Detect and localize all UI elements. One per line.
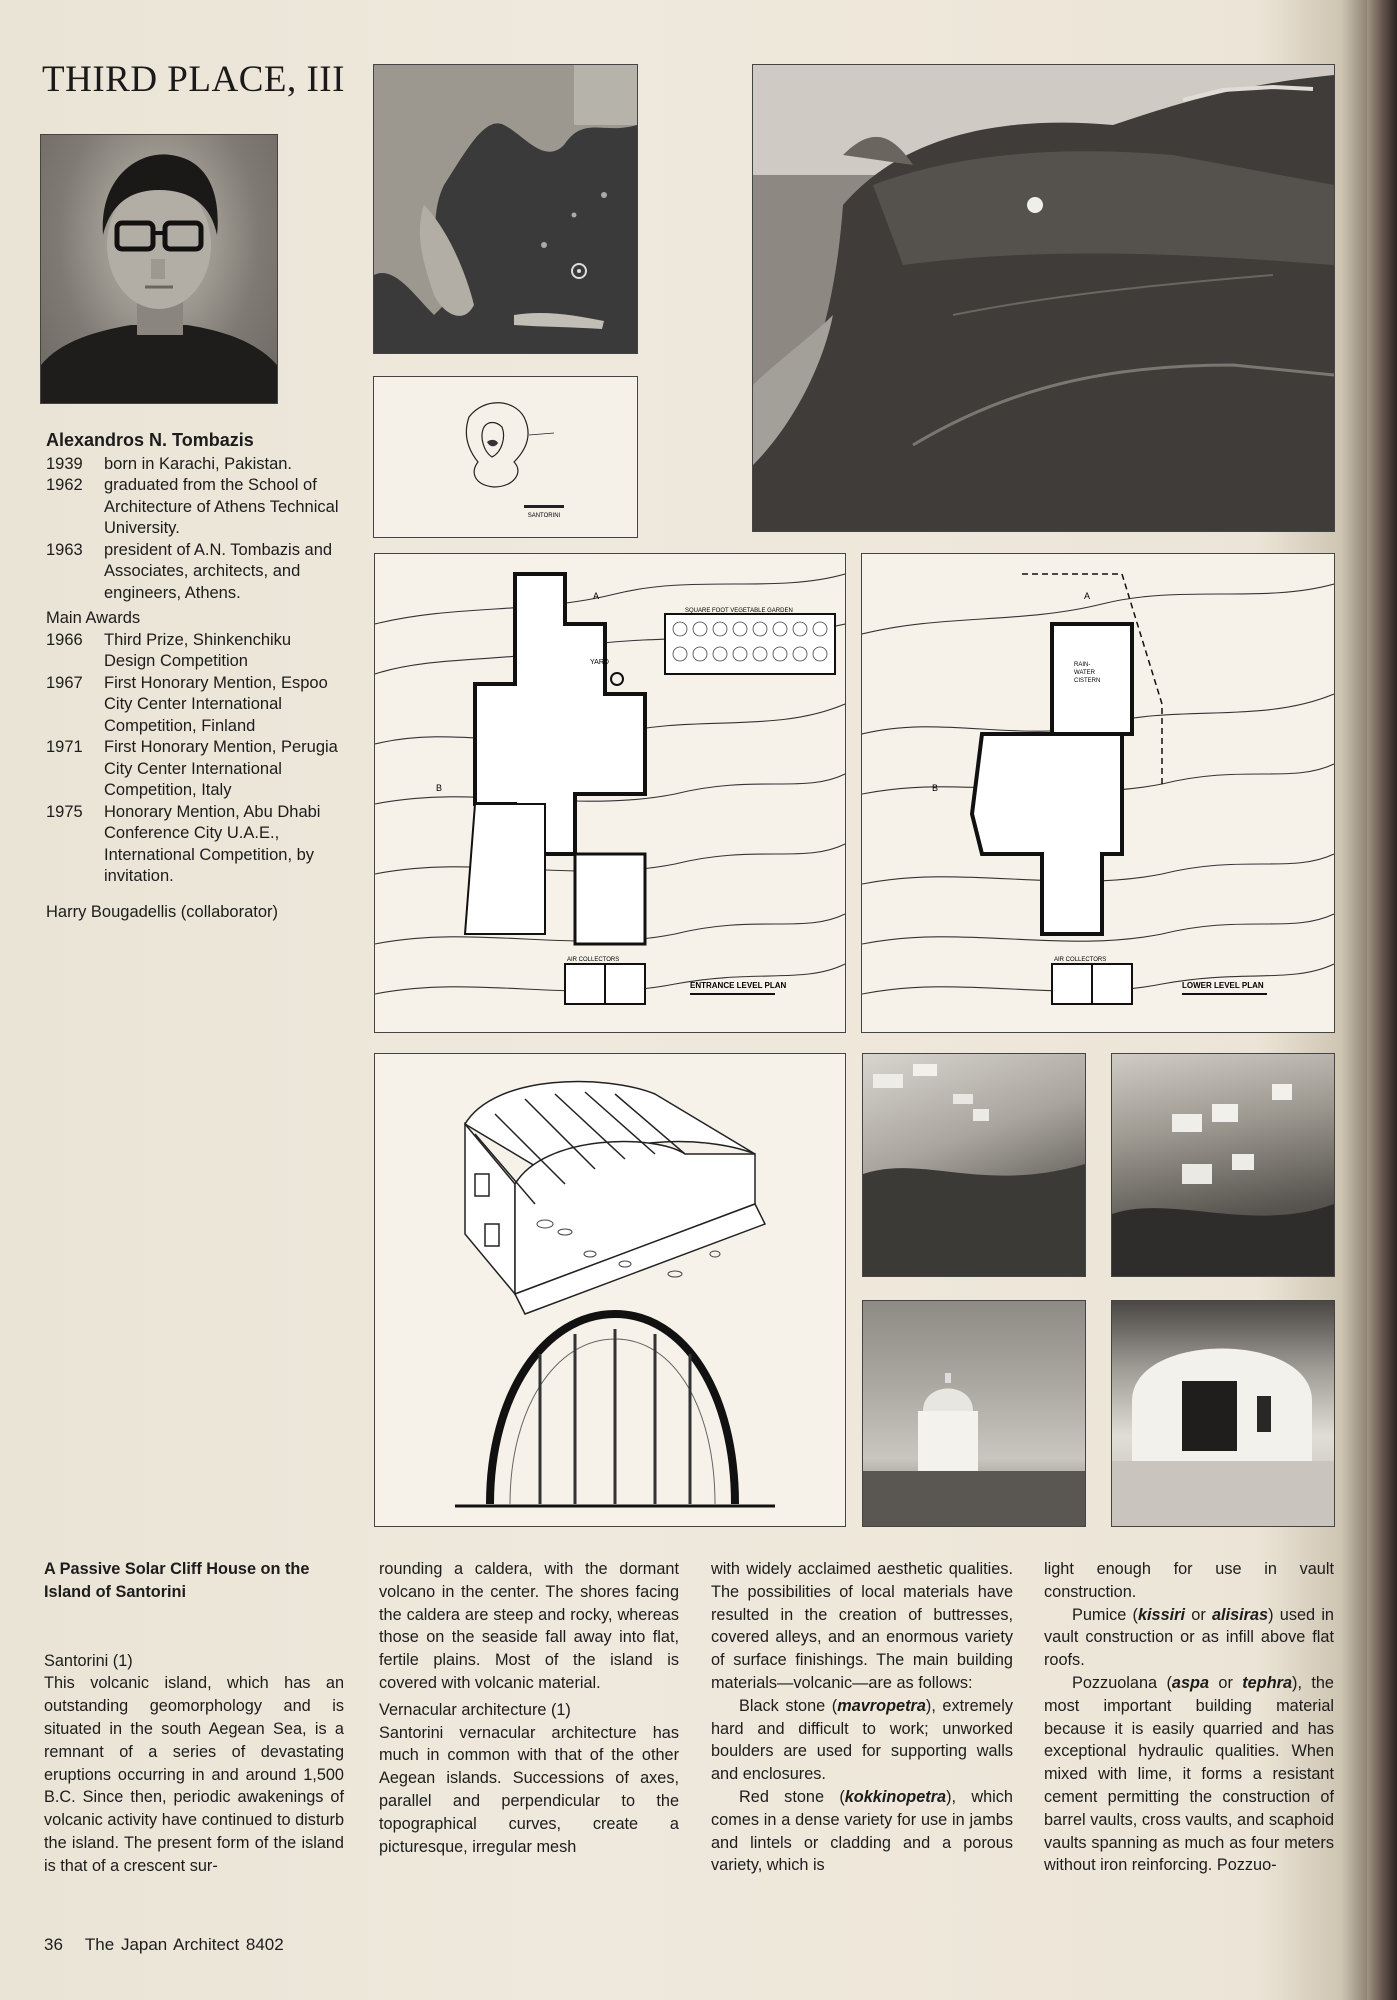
- vault-axonometric-and-section-drawing: [374, 1053, 846, 1527]
- entrance-level-plan-drawing: [374, 553, 846, 1033]
- black-stone-pre: Black stone (: [739, 1696, 838, 1715]
- village-photo-vaulted-house: [1111, 1300, 1335, 1527]
- architect-bio: [46, 430, 346, 923]
- award-year: 1971: [46, 738, 83, 756]
- village-photo-cliffside: [862, 1053, 1086, 1277]
- award-text: Third Prize, Shinkenchiku Design Competition: [104, 630, 292, 670]
- award-year: 1967: [46, 673, 83, 692]
- pumice-post: ) used in vault construction or as infill above flat roofs.: [1044, 1605, 1334, 1670]
- pumice-paragraph: [1044, 1604, 1334, 1672]
- village-photo-terraces: [1111, 1053, 1335, 1277]
- pozzuolana-mid: or: [1209, 1673, 1243, 1692]
- black-stone-post: ), extremely hard and difficult to work; unworked boulders are used for supporting walls and enclosures.: [711, 1696, 1013, 1784]
- timeline-row: [46, 540, 346, 605]
- awards-heading: Main Awards: [46, 609, 141, 627]
- page-title: THIRD PLACE, III: [42, 59, 345, 100]
- village-photo-domed-church: [862, 1300, 1086, 1527]
- red-stone-post: ), which comes in a dense variety for use in jambs and lintels or cladding and a porous variety, which is: [711, 1787, 1013, 1875]
- award-year: 1966: [46, 630, 83, 649]
- pozzuolana-pre: Pozzuolana (: [1072, 1673, 1172, 1692]
- section-b-marker: B: [932, 783, 939, 793]
- pumice-pre: Pumice (: [1072, 1605, 1138, 1624]
- lower-plan-title: LOWER LEVEL PLAN: [1182, 981, 1264, 990]
- pozzuolana-term-1: aspa: [1171, 1673, 1210, 1692]
- red-stone-term: kokkinopetra: [844, 1787, 947, 1806]
- timeline-text: president of A.N. Tombazis and Associates, architects, and engineers, Athens.: [104, 540, 333, 602]
- yard-label: YARD: [590, 659, 609, 666]
- pozzuolana-paragraph: [1044, 1672, 1334, 1877]
- article-column-3: [711, 1558, 1013, 1877]
- page-footer: [44, 1935, 284, 1955]
- timeline-row: [46, 454, 346, 476]
- satellite-map-aegean: [373, 64, 638, 354]
- award-row: [46, 802, 346, 888]
- award-text: First Honorary Mention, Espoo City Center International Competition, Finland: [104, 673, 328, 735]
- map-label: SANTORINI: [527, 513, 561, 519]
- section-a-marker: A: [593, 591, 600, 601]
- page-number: 36: [44, 1935, 63, 1954]
- article-column-4: [1044, 1558, 1334, 1877]
- book-spine: [1367, 0, 1397, 2000]
- timeline-text: graduated from the School of Architecture of Athens Technical University.: [104, 476, 339, 537]
- publication-name: The Japan Architect 8402: [84, 1935, 284, 1954]
- column-2-text: rounding a caldera, with the dormant volcano in the center. The shores facing the caldera are steep and rocky, whereas those on the seaside fall away into flat, fertile plains. Most of the island is covered with volcanic material.: [379, 1560, 679, 1692]
- architect-portrait-photo: [40, 134, 278, 404]
- article-column-2: [379, 1558, 679, 1858]
- entrance-plan-title: ENTRANCE LEVEL PLAN: [690, 981, 787, 990]
- cliff-landscape-photo: [752, 64, 1335, 532]
- award-text: First Honorary Mention, Perugia City Center International Competition, Italy: [104, 738, 338, 799]
- award-row: [46, 630, 346, 673]
- timeline-row: [46, 475, 346, 540]
- cistern-label-1: RAIN-: [1074, 662, 1091, 668]
- pozzuolana-post: ), the most important building material because it is easily quarried and has exceptional hydraulic qualities. When mixed with lime, it forms a resistant cement permitting the construction of barrel vaults, cross vaults, and scaphoid vaults spanning as much as four meters without iron reinforcing. Pozzuo-: [1044, 1673, 1334, 1875]
- pumice-mid: or: [1185, 1605, 1212, 1624]
- timeline-year: 1963: [46, 540, 83, 559]
- column-4-text: light enough for use in vault construction.: [1044, 1560, 1334, 1601]
- column-3-text: with widely acclaimed aesthetic qualities. The possibilities of local materials have resulted in the creation of buttresses, covered alleys, and an enormous variety of surface finishings. The main building materials—volcanic—are as follows:: [711, 1560, 1013, 1692]
- section-heading-vernacular: Vernacular architecture (1): [379, 1700, 571, 1719]
- column-2-text-2: Santorini vernacular architecture has much in common with that of the other Aegean islands. Successions of axes, parallel and perpendicular to the topographical curves, create a picturesque, irregular mesh: [379, 1723, 679, 1856]
- santorini-location-map: [373, 376, 638, 538]
- air-collectors-label: AIR COLLECTORS: [567, 957, 620, 963]
- award-text: Honorary Mention, Abu Dhabi Conference City U.A.E., International Competition, by invitation.: [104, 802, 321, 885]
- award-row: [46, 673, 346, 738]
- article-column-1: [44, 1558, 344, 1878]
- award-year: 1975: [46, 802, 83, 821]
- section-heading-santorini: Santorini (1): [44, 1651, 133, 1670]
- black-stone-paragraph: [711, 1695, 1013, 1786]
- timeline-year: 1962: [46, 476, 83, 494]
- column-1-text: This volcanic island, which has an outstanding geomorphology and is situated in the south Aegean Sea, is a remnant of a series of devastating eruptions occurring in and around 1,500 B.C. Since then, periodic awakenings of volcanic activity have continued to disturb the island. The present form of the island is that of a crescent sur-: [44, 1674, 344, 1875]
- air-collectors-label: AIR COLLECTORS: [1054, 957, 1107, 963]
- lower-level-plan-drawing: [861, 553, 1335, 1033]
- red-stone-paragraph: [711, 1786, 1013, 1877]
- award-row: [46, 737, 346, 802]
- architect-name: Alexandros N. Tombazis: [46, 430, 254, 450]
- cistern-label-2: WATER: [1074, 670, 1095, 676]
- red-stone-pre: Red stone (: [739, 1787, 845, 1806]
- black-stone-term: mavropetra: [837, 1696, 926, 1715]
- timeline-year: 1939: [46, 454, 83, 473]
- pumice-term-2: alisiras: [1211, 1605, 1269, 1624]
- cistern-label-3: CISTERN: [1074, 678, 1101, 684]
- section-a-marker: A: [1084, 591, 1091, 601]
- pozzuolana-term-2: tephra: [1242, 1673, 1293, 1692]
- article-heading: A Passive Solar Cliff House on the Island of Santorini: [44, 1560, 310, 1601]
- section-b-marker: B: [436, 783, 443, 793]
- timeline-text: born in Karachi, Pakistan.: [104, 454, 293, 473]
- collaborator: Harry Bougadellis (collaborator): [46, 902, 279, 921]
- garden-label: SQUARE FOOT VEGETABLE GARDEN: [685, 608, 793, 614]
- pumice-term-1: kissiri: [1137, 1605, 1186, 1624]
